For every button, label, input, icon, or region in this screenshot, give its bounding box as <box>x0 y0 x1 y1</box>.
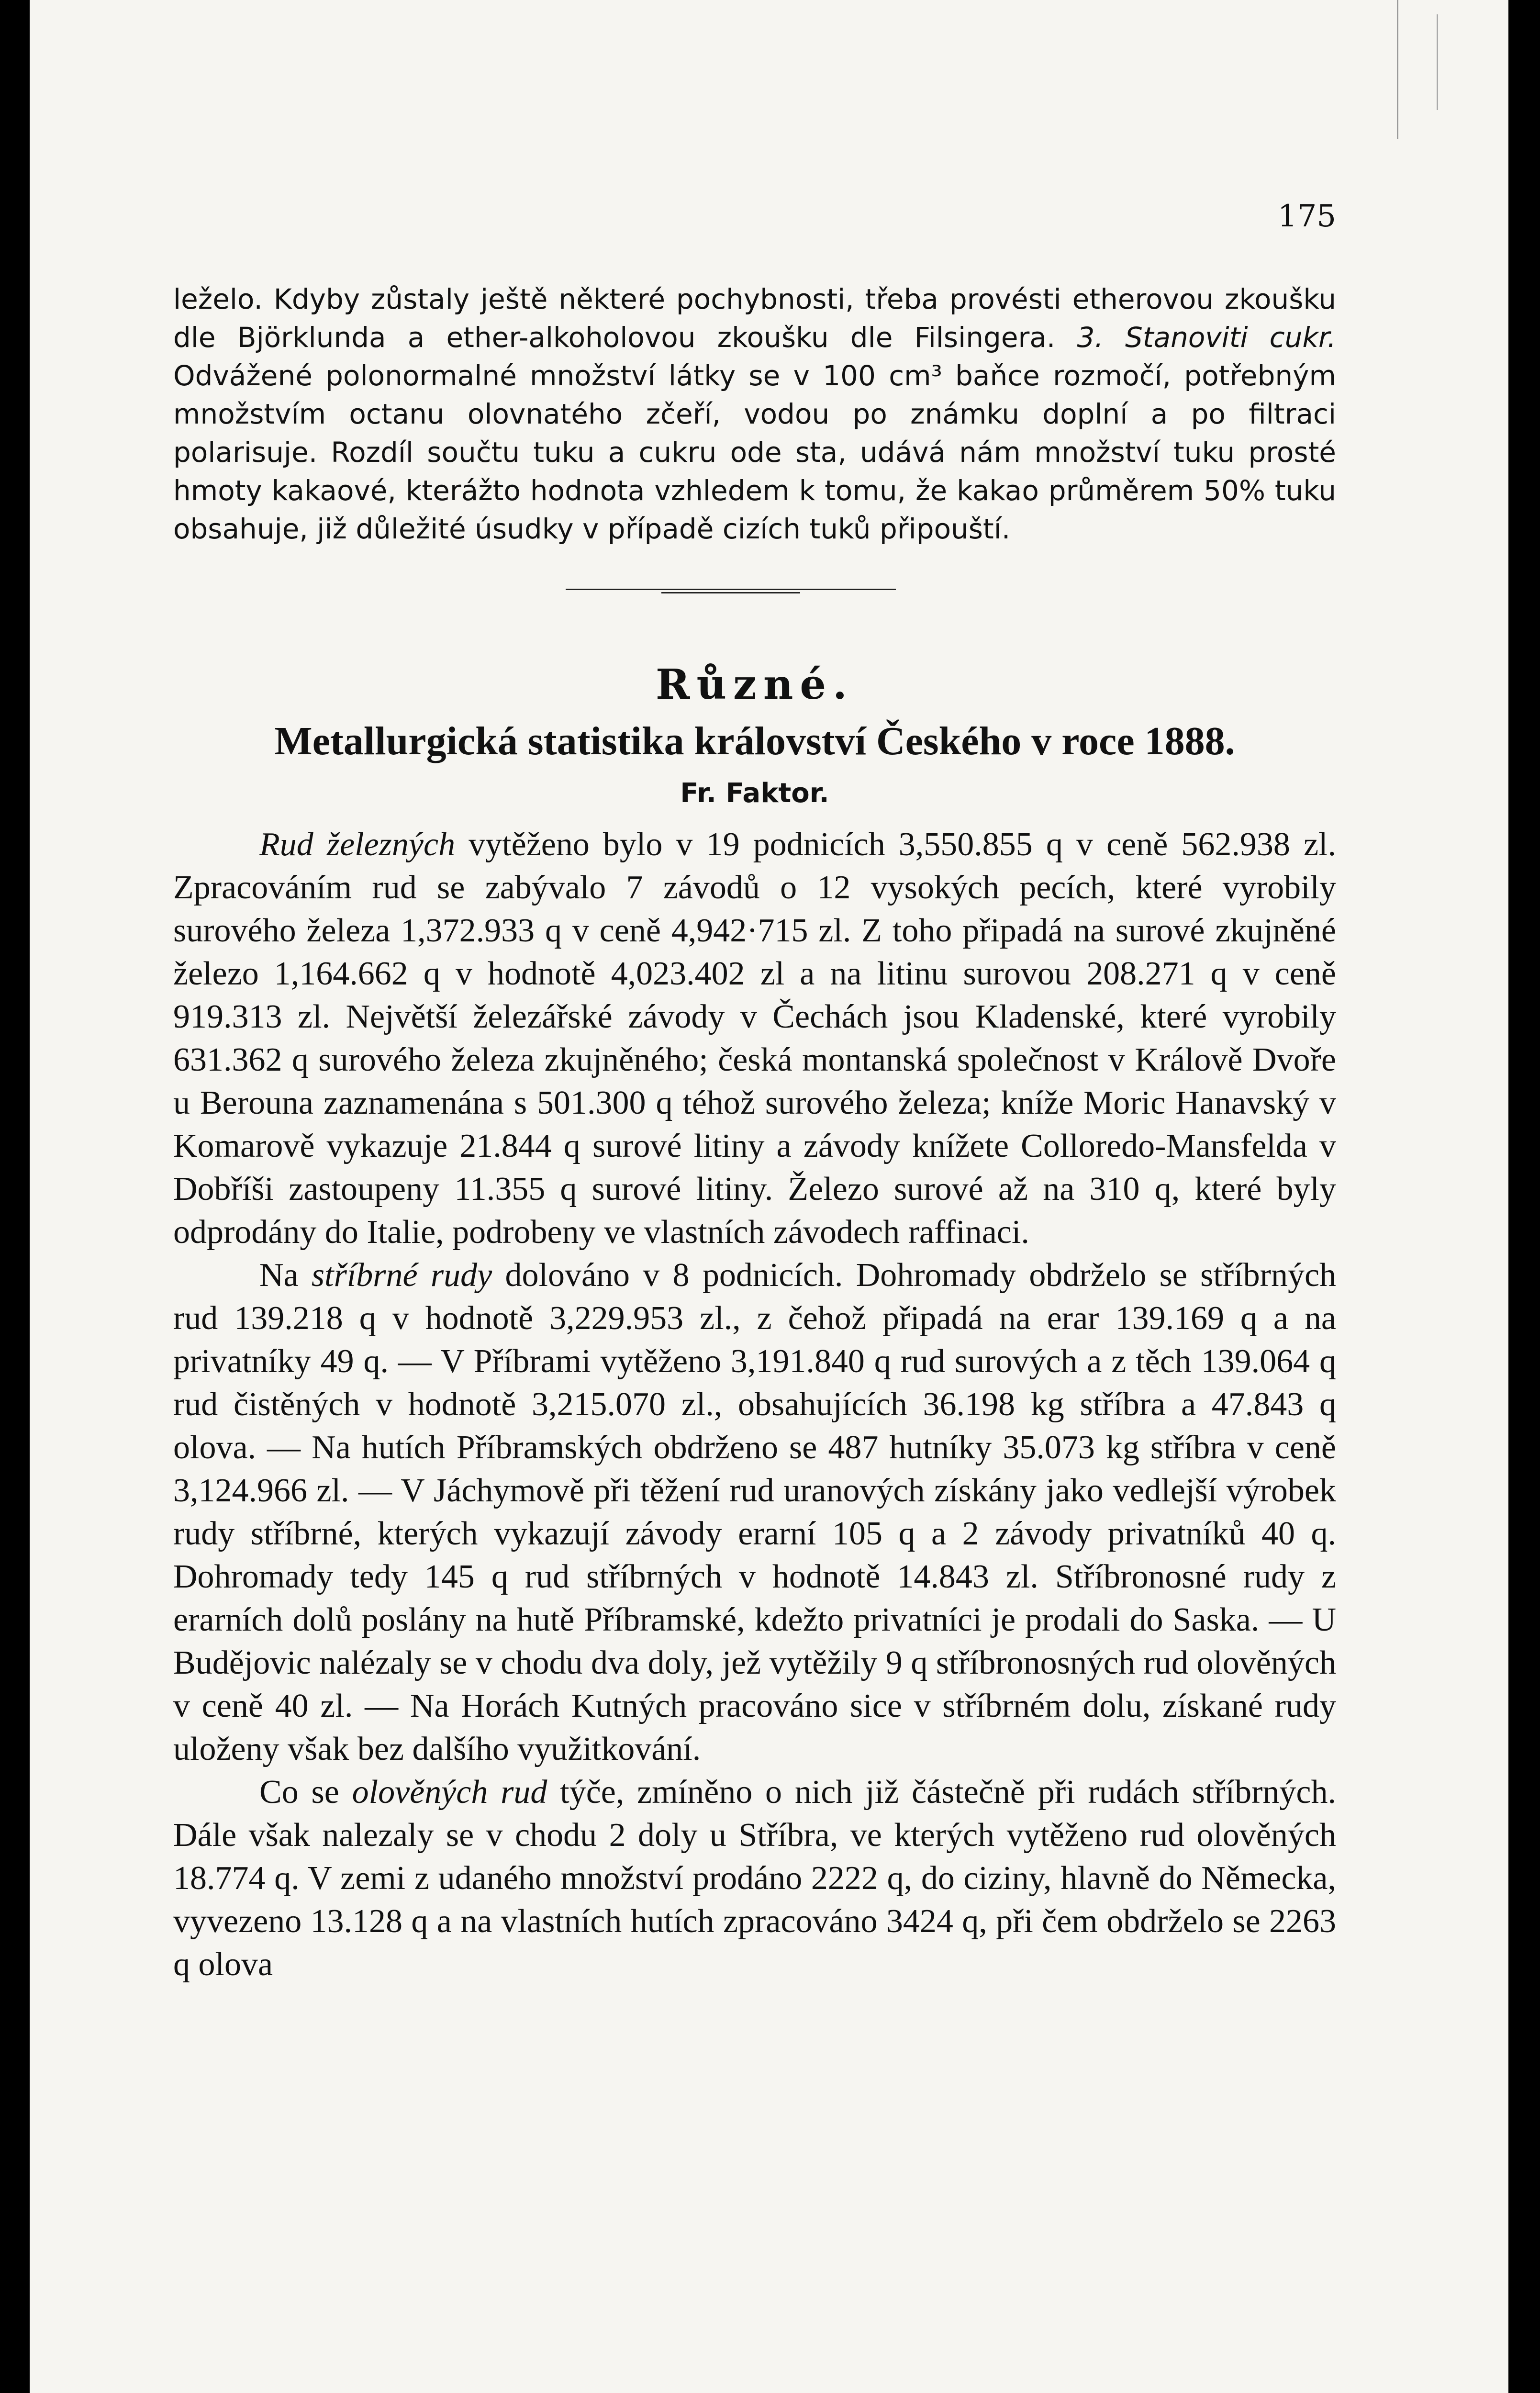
divider-line <box>566 589 896 590</box>
paragraph-lead-ore-start: Co se <box>259 1774 352 1811</box>
section-heading: Různé. <box>655 660 854 709</box>
paragraph-lead-ore <box>173 1771 1336 1986</box>
paragraph-lead-ore-text: týče, zmíněno o nich již částečně při rudách stříbrných. Dále však nalezaly se v chodu 2 doly u Stříbra, ve kterých vytěženo rud olověných 18.774 q. V zemi z udaného množství prodáno 2222 q, do ciziny, hlavně do Německa, vyvezeno 13.128 q a na vlastních hutích zpracováno 3424 q, při čem obdrželo se 2263 q olova <box>173 1774 1336 1983</box>
article-title: Metallurgická statistika království Českého v roce 1888. <box>274 719 1235 763</box>
italic-term-silver-ore: stříbrné rudy <box>311 1257 492 1294</box>
article-body <box>173 823 1336 1986</box>
previous-article-ending <box>173 280 1336 548</box>
page-edge-mark <box>1397 0 1508 139</box>
scanned-page <box>30 0 1508 2393</box>
article-author: Fr. Faktor. <box>680 778 829 809</box>
italic-term-iron-ore: Rud železných <box>259 826 456 863</box>
paragraph-silver-ore <box>173 1254 1336 1771</box>
paragraph-silver-ore-start: Na <box>259 1257 312 1294</box>
paragraph-iron-ore <box>173 823 1336 1254</box>
page-number: 175 <box>1277 199 1336 234</box>
previous-article-paragraph <box>173 280 1336 548</box>
previous-article-text-start: leželo. Kdyby zůstaly ještě některé pochybnosti, třeba provésti etherovou zkoušku dle Björklunda a ether-alkoholovou zkoušku dle Filsingera. <box>173 283 1336 354</box>
previous-article-text-end: Odvážené polonormalné množství látky se v 100 cm³ baňce rozmočí, potřebným množstvím octanu olovnatého zčeří, vodou po známku doplní a po filtraci polarisuje. Rozdíl součtu tuku a cukru ode sta, udává nám množství tuku prosté hmoty kakaové, kterážto hodnota vzhledem k tomu, že kakao průměrem 50% tuku obsahuje, již důležité úsudky v případě cizích tuků připouští. <box>173 359 1336 545</box>
paragraph-iron-ore-text: vytěženo bylo v 19 podnicích 3,550.855 q v ceně 562.938 zl. Zpracováním rud se zabývalo 7 závodů o 12 vysokých pecích, které vyrobily surového železa 1,372.933 q v ceně 4,942·715 zl. Z toho připadá na surové zkujněné železo 1,164.662 q v hodnotě 4,023.402 zl a na litinu surovou 208.271 q v ceně 919.313 zl. Největší železářské závody v Čechách jsou Kladenské, které vyrobily 631.362 q surového železa zkujněného; česká montanská společnost v Králově Dvoře u Berouna zaznamenána s 501.300 q téhož surového železa; kníže Moric Hanavský v Komarově vykazuje 21.844 q surové litiny a závody knížete Colloredo-Mansfelda v Dobříši zastoupeny 11.355 q surové litiny. Železo surové až na 310 q, které byly odprodány do Italie, podrobeny ve vlastních závodech raffinaci. <box>173 826 1337 1251</box>
paragraph-silver-ore-text: dolováno v 8 podnicích. Dohromady obdrželo se stříbrných rud 139.218 q v hodnotě 3,229.953 zl., z čehož připadá na erar 139.169 q a na privatníky 49 q. — V Příbrami vytěženo 3,191.840 q rud surových a z těch 139.064 q rud čistěných v hodnotě 3,215.070 zl., obsahujících 36.198 kg stříbra a 47.843 q olova. — Na hutích Příbramských obdrženo se 487 hutníky 35.073 kg stříbra v ceně 3,124.966 zl. — V Jáchymově při těžení rud uranových získány jako vedlejší výrobek rudy stříbrné, kterých vykazují závody erarní 105 q a 2 závody privatníků 40 q. Dohromady tedy 145 q rud stříbrných v hodnotě 14.843 zl. Stříbronosné rudy z erarních dolů poslány na hutě Příbramské, kdežto privatníci je prodali do Saska. — U Budějovic nalézaly se v chodu dva doly, jež vytěžily 9 q stříbronosných rud olověných v ceně 40 zl. — Na Horách Kutných pracováno sice v stříbrném dolu, získané rudy uloženy však bez dalšího využitkování. <box>173 1257 1337 1767</box>
previous-article-italic-heading: 3. Stanoviti cukr. <box>1077 321 1336 354</box>
divider-line-double <box>661 592 800 593</box>
section-divider <box>566 589 896 595</box>
italic-term-lead-ore: olověných rud <box>352 1774 547 1811</box>
